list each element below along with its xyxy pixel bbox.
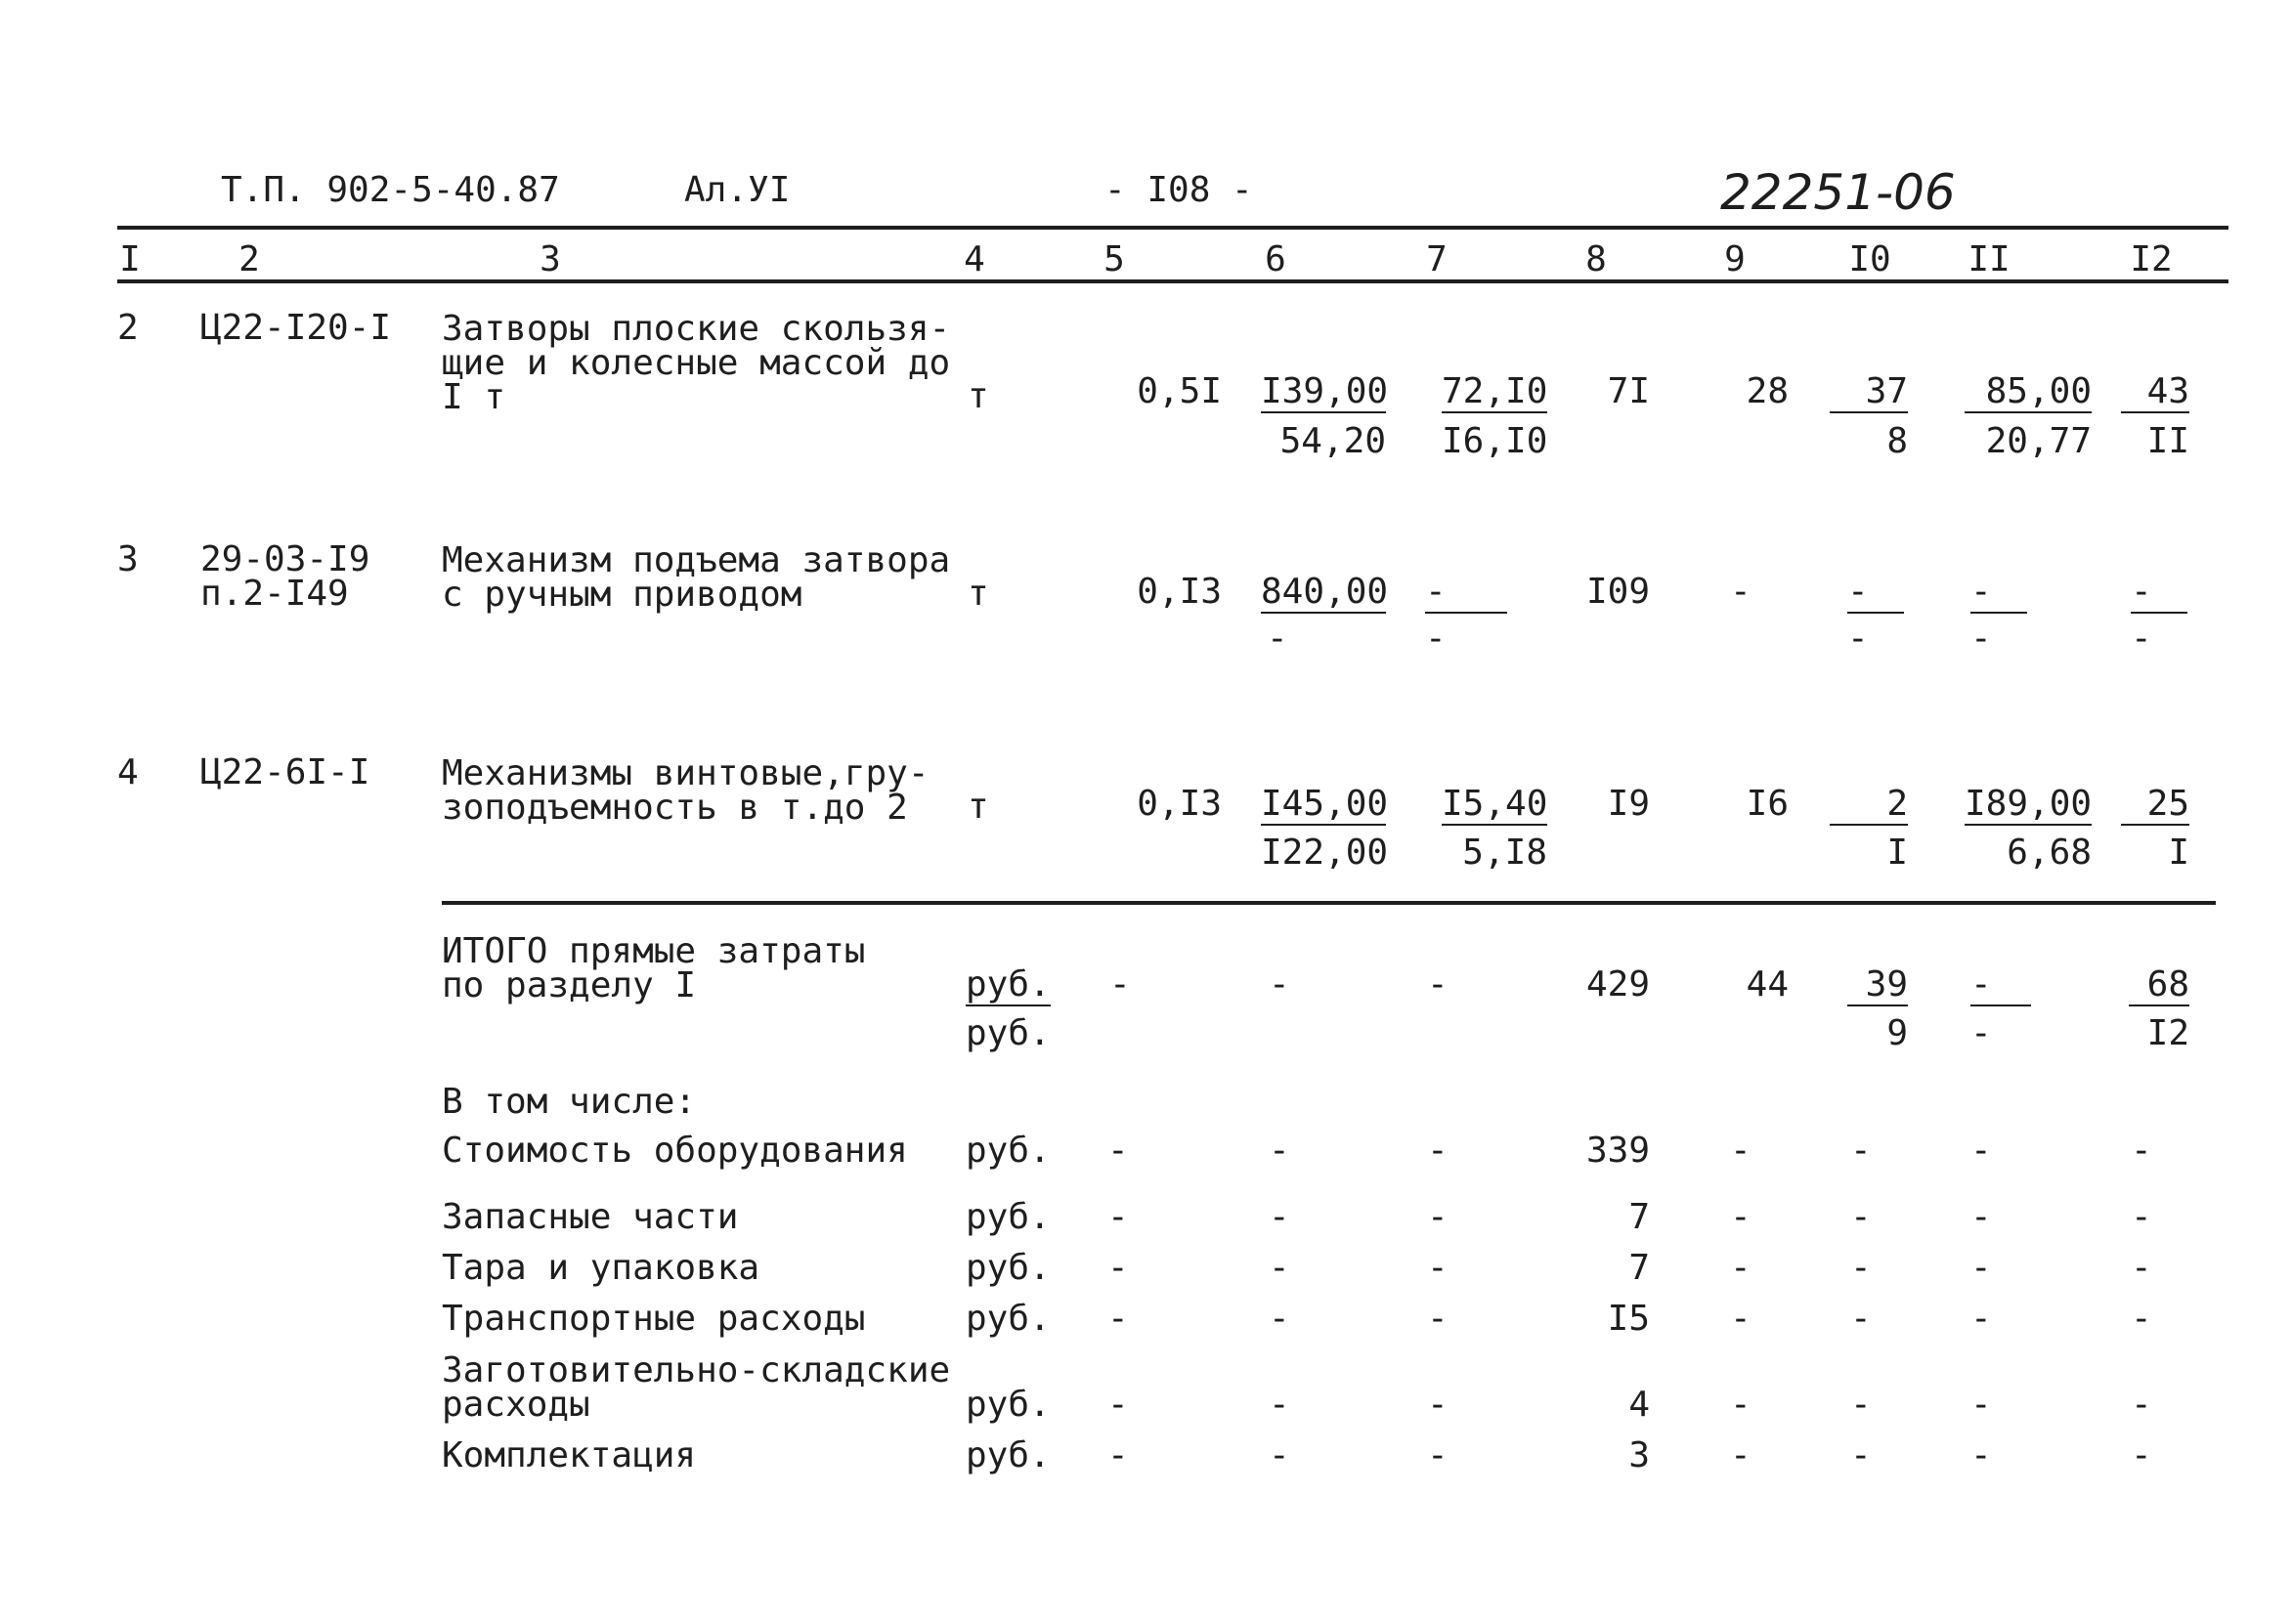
total-description-line: ИТОГО прямые затраты: [442, 931, 866, 971]
total-c5: -: [1109, 964, 1131, 1004]
row-description-line: Затворы плоские скользя-: [442, 309, 951, 349]
breakdown-c7: -: [1427, 1299, 1449, 1339]
row-c10-bottom: I: [1886, 833, 1908, 873]
breakdown-c7: -: [1427, 1385, 1449, 1425]
breakdown-c8: 339: [1585, 1131, 1650, 1171]
row-c10-top: 2: [1830, 787, 1908, 826]
total-c12-bottom: I2: [2146, 1013, 2189, 1053]
breakdown-c12: -: [2131, 1248, 2152, 1288]
col-header-5: 5: [1103, 239, 1125, 279]
row-code: п.2-I49: [200, 574, 349, 614]
breakdown-c12: -: [2131, 1385, 2152, 1425]
breakdown-c6: -: [1269, 1435, 1290, 1475]
breakdown-c7: -: [1427, 1435, 1449, 1475]
row-c5: 0,5I: [1137, 371, 1222, 411]
row-c11-top: I89,00: [1965, 784, 2093, 824]
breakdown-label: Тара и упаковка: [442, 1248, 760, 1288]
col-header-12: I2: [2130, 239, 2173, 279]
row-number: 2: [117, 308, 139, 348]
row-c12-top: 25: [2121, 787, 2189, 826]
breakdown-unit: руб.: [966, 1435, 1051, 1475]
row-c11-bottom: 6,68: [2007, 833, 2092, 873]
breakdown-c11: -: [1970, 1197, 1992, 1237]
breakdown-c8: 7: [1628, 1248, 1650, 1288]
row-unit: т: [968, 787, 989, 827]
row-c12-bottom: -: [2131, 619, 2152, 659]
row-description-line: щие и колесные массой до: [442, 343, 951, 383]
row-c6-top: I39,00: [1261, 371, 1389, 411]
row-c12-top: -: [2131, 575, 2187, 614]
document-number: 22251-06: [1720, 164, 1956, 221]
total-c11-top: -: [1970, 967, 2031, 1006]
breakdown-c6: -: [1269, 1197, 1290, 1237]
breakdown-label: Комплектация: [442, 1435, 697, 1475]
breakdown-c12: -: [2131, 1299, 2152, 1339]
row-c6-bottom: -: [1267, 619, 1288, 659]
row-c5: 0,I3: [1137, 572, 1222, 612]
breakdown-unit: руб.: [966, 1248, 1051, 1288]
row-c8: I9: [1607, 784, 1650, 824]
breakdown-c5: -: [1107, 1248, 1129, 1288]
row-code: 29-03-I9: [200, 539, 370, 579]
row-code: Ц22-6I-I: [200, 752, 370, 792]
breakdown-c9: -: [1730, 1131, 1751, 1171]
row-c12-bottom: I: [2168, 833, 2189, 873]
row-c10-bottom: -: [1847, 619, 1869, 659]
total-c10-bottom: 9: [1886, 1013, 1908, 1053]
row-c7-top: 72,I0: [1442, 371, 1548, 411]
album-label: Ал.УI: [684, 170, 791, 210]
row-c11-top: 85,00: [1965, 374, 2092, 413]
total-c11-bottom: -: [1970, 1013, 1992, 1053]
col-header-11: II: [1968, 239, 2011, 279]
row-description-line: с ручным приводом: [442, 575, 802, 615]
breakdown-c12: -: [2131, 1435, 2152, 1475]
breakdown-c7: -: [1427, 1248, 1449, 1288]
col-header-6: 6: [1265, 239, 1286, 279]
breakdown-c10: -: [1850, 1435, 1872, 1475]
breakdown-c5: -: [1107, 1197, 1129, 1237]
col-header-7: 7: [1426, 239, 1448, 279]
row-c6-bottom: 54,20: [1279, 421, 1386, 461]
row-c9: I6: [1746, 784, 1789, 824]
breakdown-c12: -: [2131, 1197, 2152, 1237]
breakdown-label: Стоимость оборудования: [442, 1131, 908, 1171]
breakdown-c6: -: [1269, 1385, 1290, 1425]
breakdown-unit: руб.: [966, 1385, 1051, 1425]
total-c7: -: [1427, 964, 1449, 1004]
breakdown-c9: -: [1730, 1248, 1751, 1288]
row-c10-top: 37: [1830, 374, 1908, 413]
breakdown-c11: -: [1970, 1385, 1992, 1425]
breakdown-unit: руб.: [966, 1299, 1051, 1339]
section-divider: [442, 901, 2216, 905]
total-unit-bottom: руб.: [966, 1013, 1051, 1053]
row-description-line: I т: [442, 377, 506, 417]
breakdown-c10: -: [1850, 1385, 1872, 1425]
breakdown-c7: -: [1427, 1197, 1449, 1237]
row-c7-top: I5,40: [1442, 784, 1548, 824]
breakdown-c9: -: [1730, 1299, 1751, 1339]
col-header-4: 4: [964, 239, 985, 279]
row-code: Ц22-I20-I: [200, 308, 392, 348]
page-number: - I08 -: [1104, 170, 1253, 210]
breakdown-c8: 7: [1628, 1197, 1650, 1237]
row-unit: т: [968, 574, 989, 614]
total-c9: 44: [1746, 964, 1789, 1004]
breakdown-c11: -: [1970, 1248, 1992, 1288]
breakdown-c12: -: [2131, 1131, 2152, 1171]
breakdown-c5: -: [1107, 1385, 1129, 1425]
row-c7-bottom: 5,I8: [1462, 833, 1547, 873]
row-c6-top: 840,00: [1261, 572, 1389, 612]
row-unit: т: [968, 376, 989, 416]
row-c8: 7I: [1607, 371, 1650, 411]
breakdown-unit: руб.: [966, 1131, 1051, 1171]
breakdown-c9: -: [1730, 1197, 1751, 1237]
col-header-3: 3: [540, 239, 561, 279]
col-header-8: 8: [1585, 239, 1607, 279]
row-number: 4: [117, 752, 139, 792]
row-c9: -: [1730, 572, 1751, 612]
total-c8: 429: [1585, 964, 1650, 1004]
row-description-line: Механизмы винтовые,гру-: [442, 753, 930, 793]
breakdown-c6: -: [1269, 1131, 1290, 1171]
col-header-1: I: [119, 239, 141, 279]
row-c11-bottom: -: [1970, 619, 1992, 659]
project-code: Т.П. 902-5-40.87: [221, 170, 560, 210]
column-header-rule: [117, 279, 2228, 283]
total-c12-top: 68: [2129, 967, 2189, 1006]
breakdown-c11: -: [1970, 1299, 1992, 1339]
row-c5: 0,I3: [1137, 784, 1222, 824]
row-c7-top: -: [1425, 575, 1507, 614]
total-c10-top: 39: [1847, 967, 1908, 1006]
breakdown-c10: -: [1850, 1197, 1872, 1237]
row-c12-top: 43: [2121, 374, 2189, 413]
row-number: 3: [117, 539, 139, 579]
breakdown-c9: -: [1730, 1435, 1751, 1475]
breakdown-label: Запасные части: [442, 1197, 739, 1237]
total-description-line: по разделу I: [442, 965, 697, 1005]
row-c9: 28: [1746, 371, 1789, 411]
row-c10-top: -: [1847, 575, 1904, 614]
row-c7-bottom: I6,I0: [1442, 421, 1548, 461]
breakdown-c9: -: [1730, 1385, 1751, 1425]
row-c6-bottom: I22,00: [1261, 833, 1389, 873]
col-header-10: I0: [1848, 239, 1891, 279]
row-description-line: Механизм подъема затвора: [442, 540, 951, 580]
breakdown-c8: 4: [1628, 1385, 1650, 1425]
row-c12-bottom: II: [2146, 421, 2189, 461]
breakdown-c6: -: [1269, 1299, 1290, 1339]
breakdown-unit: руб.: [966, 1197, 1051, 1237]
breakdown-c5: -: [1107, 1299, 1129, 1339]
including-label: В том числе:: [442, 1082, 697, 1122]
col-header-2: 2: [238, 239, 260, 279]
row-c6-top: I45,00: [1261, 784, 1389, 824]
breakdown-c8: I5: [1607, 1299, 1650, 1339]
breakdown-label: Транспортные расходы: [442, 1299, 866, 1339]
breakdown-c8: 3: [1628, 1435, 1650, 1475]
breakdown-c7: -: [1427, 1131, 1449, 1171]
breakdown-c11: -: [1970, 1435, 1992, 1475]
breakdown-c5: -: [1107, 1435, 1129, 1475]
row-c7-bottom: -: [1425, 619, 1447, 659]
breakdown-label: Заготовительно-складские: [442, 1350, 951, 1390]
breakdown-c10: -: [1850, 1299, 1872, 1339]
row-description-line: зоподъемность в т.до 2: [442, 788, 908, 828]
row-c11-top: -: [1970, 575, 2027, 614]
row-c8: I09: [1585, 572, 1650, 612]
row-c11-bottom: 20,77: [1985, 421, 2092, 461]
total-c6: -: [1269, 964, 1290, 1004]
breakdown-c6: -: [1269, 1248, 1290, 1288]
header-top-rule: [117, 226, 2228, 230]
total-unit-top: руб.: [966, 964, 1051, 1004]
breakdown-c10: -: [1850, 1131, 1872, 1171]
col-header-9: 9: [1724, 239, 1746, 279]
breakdown-c11: -: [1970, 1131, 1992, 1171]
breakdown-c5: -: [1107, 1131, 1129, 1171]
breakdown-c10: -: [1850, 1248, 1872, 1288]
row-c10-bottom: 8: [1886, 421, 1908, 461]
breakdown-label: расходы: [442, 1385, 590, 1425]
